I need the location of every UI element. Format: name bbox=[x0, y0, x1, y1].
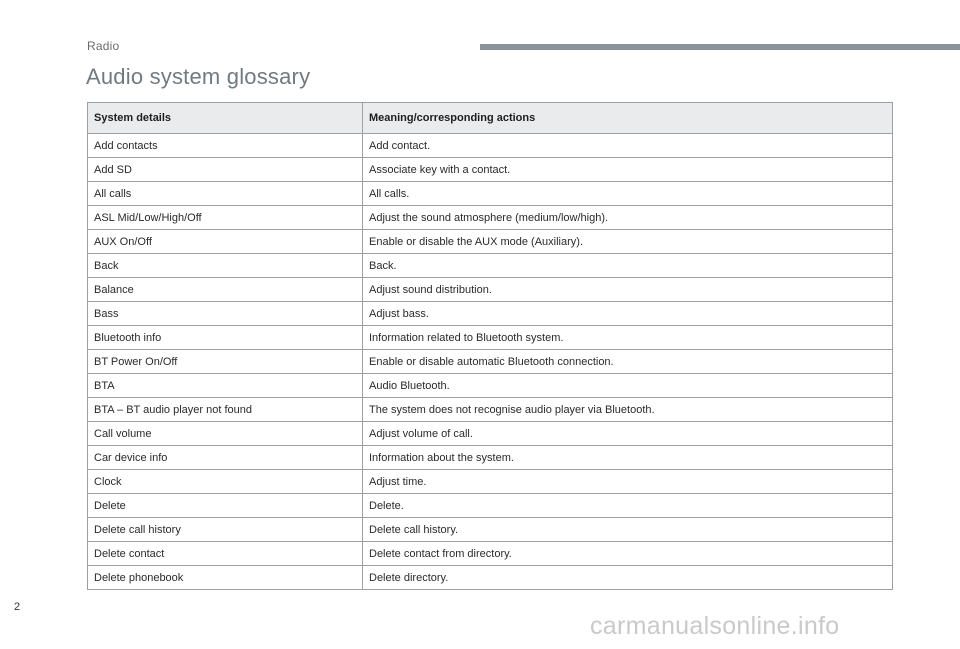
table-cell-meaning: Adjust time. bbox=[363, 470, 893, 494]
watermark: carmanualsonline.info bbox=[590, 612, 840, 640]
table-cell-meaning: Add contact. bbox=[363, 134, 893, 158]
table-cell-meaning: Adjust bass. bbox=[363, 302, 893, 326]
table-cell-term: Clock bbox=[88, 470, 363, 494]
table-row bbox=[88, 566, 893, 590]
table-cell-term: AUX On/Off bbox=[88, 230, 363, 254]
table-row bbox=[88, 326, 893, 350]
table-row bbox=[88, 134, 893, 158]
table-row bbox=[88, 542, 893, 566]
table-row bbox=[88, 182, 893, 206]
table-cell-meaning: The system does not recognise audio player via Bluetooth. bbox=[363, 398, 893, 422]
column-header-system-details: System details bbox=[88, 103, 363, 134]
table-row bbox=[88, 230, 893, 254]
table-cell-term: Call volume bbox=[88, 422, 363, 446]
table-cell-meaning: Associate key with a contact. bbox=[363, 158, 893, 182]
table-cell-meaning: Audio Bluetooth. bbox=[363, 374, 893, 398]
table-cell-term: BT Power On/Off bbox=[88, 350, 363, 374]
table-cell-meaning: Delete directory. bbox=[363, 566, 893, 590]
table-cell-term: Car device info bbox=[88, 446, 363, 470]
table-cell-term: ASL Mid/Low/High/Off bbox=[88, 206, 363, 230]
table-row bbox=[88, 422, 893, 446]
table-row bbox=[88, 302, 893, 326]
table-row bbox=[88, 158, 893, 182]
table-cell-term: All calls bbox=[88, 182, 363, 206]
table-row bbox=[88, 350, 893, 374]
page-title: Audio system glossary bbox=[86, 64, 311, 89]
table-cell-meaning: Delete. bbox=[363, 494, 893, 518]
table-row bbox=[88, 374, 893, 398]
column-header-meaning: Meaning/corresponding actions bbox=[363, 103, 893, 134]
table-row bbox=[88, 278, 893, 302]
table-row bbox=[88, 470, 893, 494]
glossary-table bbox=[87, 102, 893, 590]
table-cell-meaning: All calls. bbox=[363, 182, 893, 206]
table-cell-term: Delete phonebook bbox=[88, 566, 363, 590]
table-cell-term: Back bbox=[88, 254, 363, 278]
table-cell-term: Add contacts bbox=[88, 134, 363, 158]
table-cell-meaning: Delete contact from directory. bbox=[363, 542, 893, 566]
table-cell-meaning: Delete call history. bbox=[363, 518, 893, 542]
table-cell-term: Add SD bbox=[88, 158, 363, 182]
table-cell-term: Delete call history bbox=[88, 518, 363, 542]
table-row bbox=[88, 518, 893, 542]
table-row bbox=[88, 254, 893, 278]
table-cell-term: Bass bbox=[88, 302, 363, 326]
section-header-bar bbox=[480, 44, 960, 50]
table-cell-meaning: Information related to Bluetooth system. bbox=[363, 326, 893, 350]
table-cell-meaning: Back. bbox=[363, 254, 893, 278]
table-cell-term: Delete bbox=[88, 494, 363, 518]
table-cell-meaning: Enable or disable automatic Bluetooth connection. bbox=[363, 350, 893, 374]
table-header-row bbox=[88, 103, 893, 134]
table-cell-meaning: Information about the system. bbox=[363, 446, 893, 470]
table-cell-term: Delete contact bbox=[88, 542, 363, 566]
table-cell-term: BTA – BT audio player not found bbox=[88, 398, 363, 422]
section-label: Radio bbox=[87, 39, 120, 53]
table-row bbox=[88, 206, 893, 230]
table-cell-term: BTA bbox=[88, 374, 363, 398]
table-row bbox=[88, 398, 893, 422]
table-cell-meaning: Enable or disable the AUX mode (Auxiliary). bbox=[363, 230, 893, 254]
table-cell-meaning: Adjust sound distribution. bbox=[363, 278, 893, 302]
table-cell-term: Balance bbox=[88, 278, 363, 302]
table-cell-meaning: Adjust volume of call. bbox=[363, 422, 893, 446]
table-row bbox=[88, 446, 893, 470]
table-row bbox=[88, 494, 893, 518]
page-number: 2 bbox=[14, 601, 21, 613]
table-cell-meaning: Adjust the sound atmosphere (medium/low/high). bbox=[363, 206, 893, 230]
table-cell-term: Bluetooth info bbox=[88, 326, 363, 350]
glossary-table-body bbox=[88, 134, 893, 590]
